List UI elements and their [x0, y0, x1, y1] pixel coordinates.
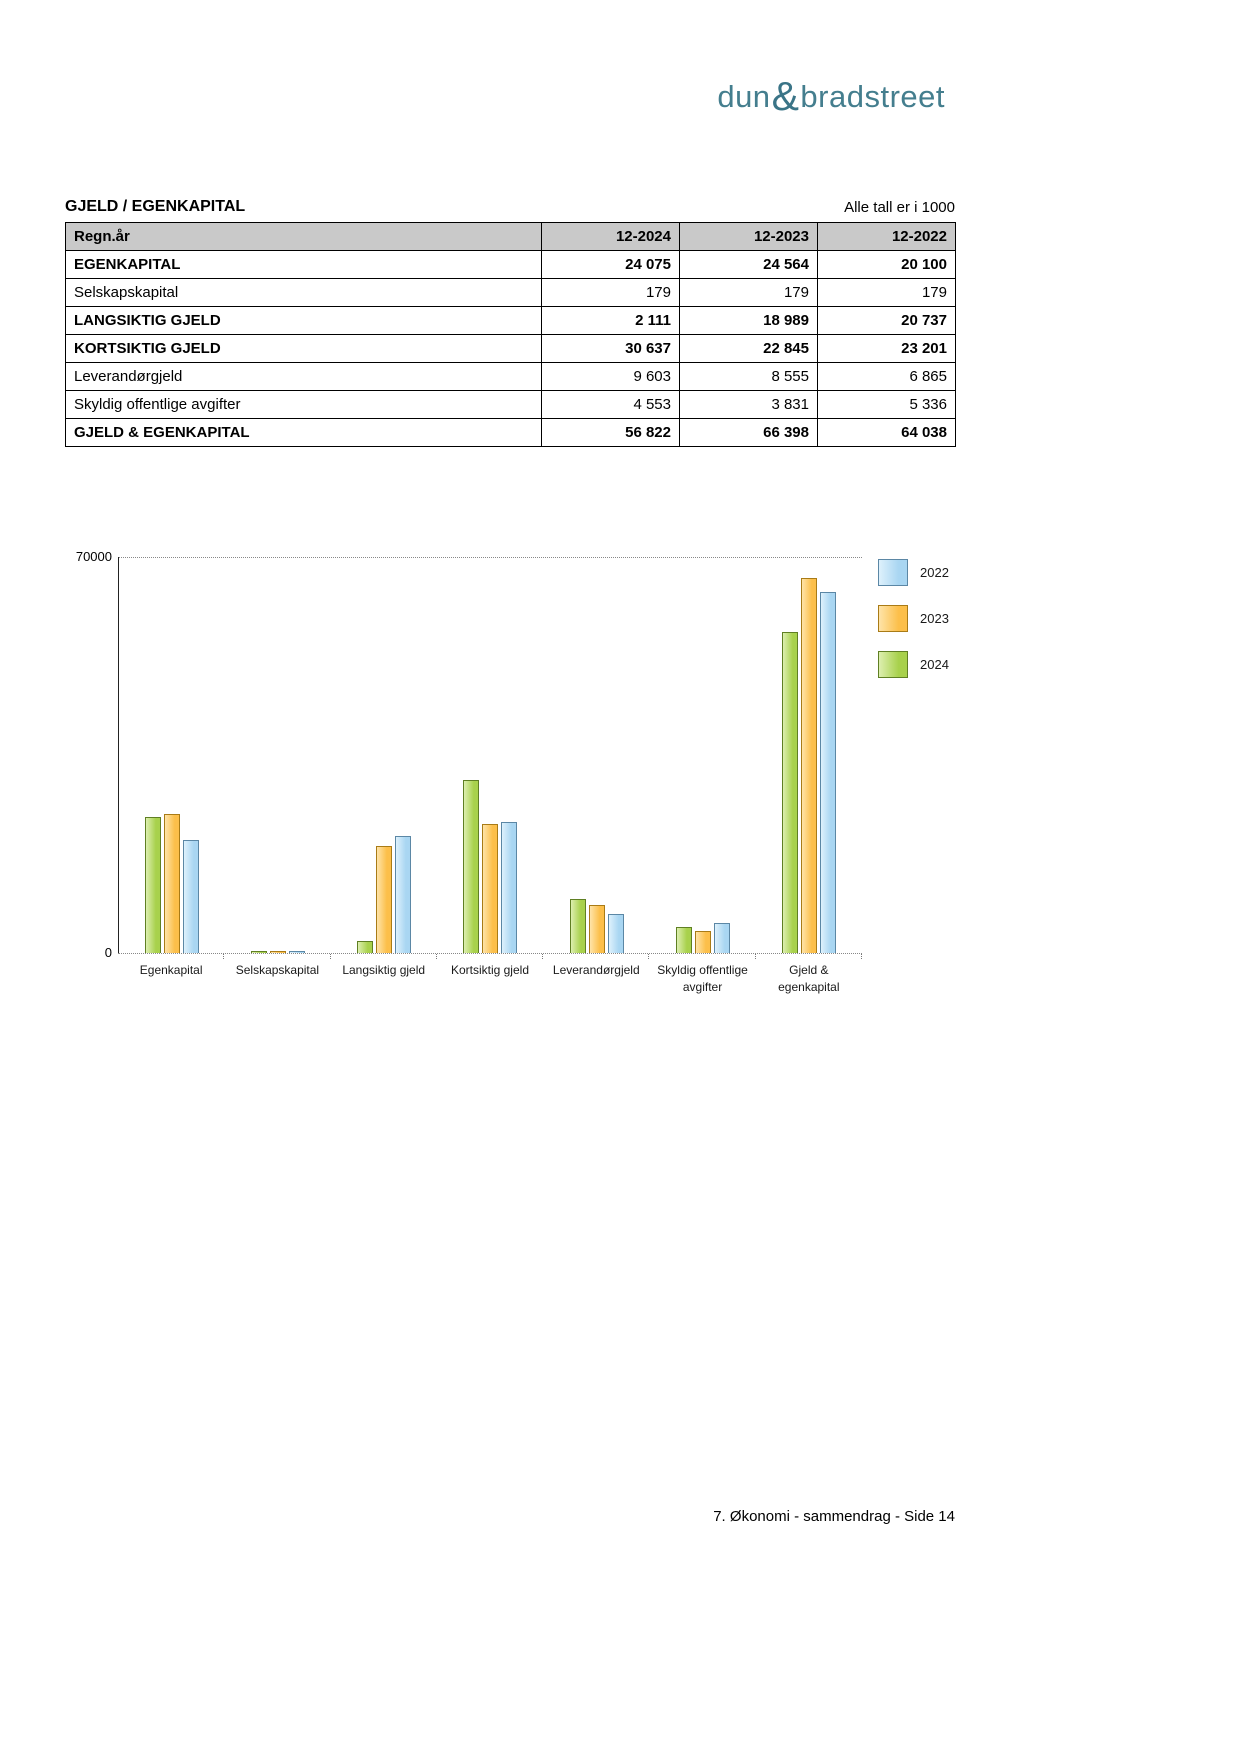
bar-2023	[376, 846, 392, 953]
x-axis-label: Langsiktig gjeld	[342, 963, 426, 977]
chart-plot	[118, 557, 862, 953]
y-axis-max-label: 70000	[75, 549, 112, 564]
table-header-year: 12-2023	[680, 223, 818, 251]
x-axis-ticks	[118, 954, 862, 959]
bar-2024	[145, 817, 161, 953]
axis-tick	[648, 954, 649, 959]
bar-group	[331, 557, 437, 953]
table-row	[66, 419, 956, 447]
table-row	[66, 391, 956, 419]
bar-group	[756, 557, 862, 953]
row-value: 64 038	[818, 419, 956, 447]
x-axis-label: Egenkapital	[139, 963, 203, 977]
chart-x-labels	[118, 962, 862, 997]
page-footer: 7. Økonomi - sammendrag - Side 14	[713, 1508, 955, 1525]
bar-2024	[357, 941, 373, 953]
row-label: LANGSIKTIG GJELD	[66, 307, 542, 335]
legend-item	[878, 559, 949, 586]
axis-tick	[755, 954, 756, 959]
bar-group	[225, 557, 331, 953]
row-value: 20 100	[818, 251, 956, 279]
chart-legend	[878, 559, 949, 697]
legend-item	[878, 605, 949, 632]
legend-item	[878, 651, 949, 678]
row-value: 5 336	[818, 391, 956, 419]
legend-swatch-2022	[878, 559, 908, 586]
legend-label: 2024	[920, 657, 949, 672]
dun-and-bradstreet-logo	[717, 70, 945, 117]
row-label: KORTSIKTIG GJELD	[66, 335, 542, 363]
bar-2023	[589, 905, 605, 953]
table-header-row	[66, 223, 956, 251]
table-row	[66, 279, 956, 307]
table-row	[66, 335, 956, 363]
row-value: 20 737	[818, 307, 956, 335]
bar-2023	[164, 814, 180, 953]
row-label: GJELD & EGENKAPITAL	[66, 419, 542, 447]
bar-2022	[501, 822, 517, 953]
section-title: GJELD / EGENKAPITAL	[65, 198, 246, 215]
row-value: 179	[818, 279, 956, 307]
table-row	[66, 307, 956, 335]
row-value: 23 201	[818, 335, 956, 363]
bar-2023	[482, 824, 498, 953]
axis-tick	[542, 954, 543, 959]
bar-group	[119, 557, 225, 953]
bar-2022	[820, 592, 836, 953]
row-value: 24 075	[542, 251, 680, 279]
legend-swatch-2024	[878, 651, 908, 678]
logo-text-dun: dun	[717, 79, 771, 114]
bar-2024	[570, 899, 586, 953]
table-header-label: Regn.år	[66, 223, 542, 251]
row-value: 24 564	[680, 251, 818, 279]
row-value: 179	[542, 279, 680, 307]
bar-2023	[801, 578, 817, 953]
x-axis-label: Kortsiktig gjeld	[450, 963, 529, 977]
row-value: 30 637	[542, 335, 680, 363]
row-value: 8 555	[680, 363, 818, 391]
row-label: Selskapskapital	[66, 279, 542, 307]
row-value: 18 989	[680, 307, 818, 335]
x-axis-label: Gjeld & egenkapital	[778, 963, 840, 995]
axis-tick	[223, 954, 224, 959]
legend-label: 2023	[920, 611, 949, 626]
bar-group	[544, 557, 650, 953]
table-row	[66, 363, 956, 391]
row-value: 22 845	[680, 335, 818, 363]
bar-2024	[782, 632, 798, 953]
bar-2022	[183, 840, 199, 953]
row-value: 6 865	[818, 363, 956, 391]
x-axis-label: Selskapskapital	[235, 963, 320, 977]
row-value: 9 603	[542, 363, 680, 391]
row-value: 66 398	[680, 419, 818, 447]
row-label: EGENKAPITAL	[66, 251, 542, 279]
table-row	[66, 251, 956, 279]
row-value: 3 831	[680, 391, 818, 419]
units-note: Alle tall er i 1000	[844, 199, 955, 216]
bar-2023	[695, 931, 711, 953]
row-label: Leverandørgjeld	[66, 363, 542, 391]
row-value: 4 553	[542, 391, 680, 419]
legend-swatch-2023	[878, 605, 908, 632]
axis-tick	[330, 954, 331, 959]
table-header-year: 12-2024	[542, 223, 680, 251]
bar-2024	[676, 927, 692, 953]
row-value: 2 111	[542, 307, 680, 335]
x-axis-label: Skyldig offentlige avgifter	[657, 963, 748, 995]
y-axis-zero-label: 0	[104, 945, 112, 960]
axis-tick	[436, 954, 437, 959]
row-value: 179	[680, 279, 818, 307]
financial-table	[65, 222, 956, 447]
bar-2022	[395, 836, 411, 953]
row-label: Skyldig offentlige avgifter	[66, 391, 542, 419]
row-value: 56 822	[542, 419, 680, 447]
bar-2024	[463, 780, 479, 953]
bar-2022	[714, 923, 730, 953]
x-axis-label: Leverandørgjeld	[552, 963, 640, 977]
bar-2022	[608, 914, 624, 953]
table-header-year: 12-2022	[818, 223, 956, 251]
bar-group	[650, 557, 756, 953]
logo-ampersand-icon: &	[771, 73, 800, 119]
logo-text-bradstreet: bradstreet	[800, 79, 945, 114]
bar-group	[437, 557, 543, 953]
legend-label: 2022	[920, 565, 949, 580]
axis-tick	[861, 954, 862, 959]
